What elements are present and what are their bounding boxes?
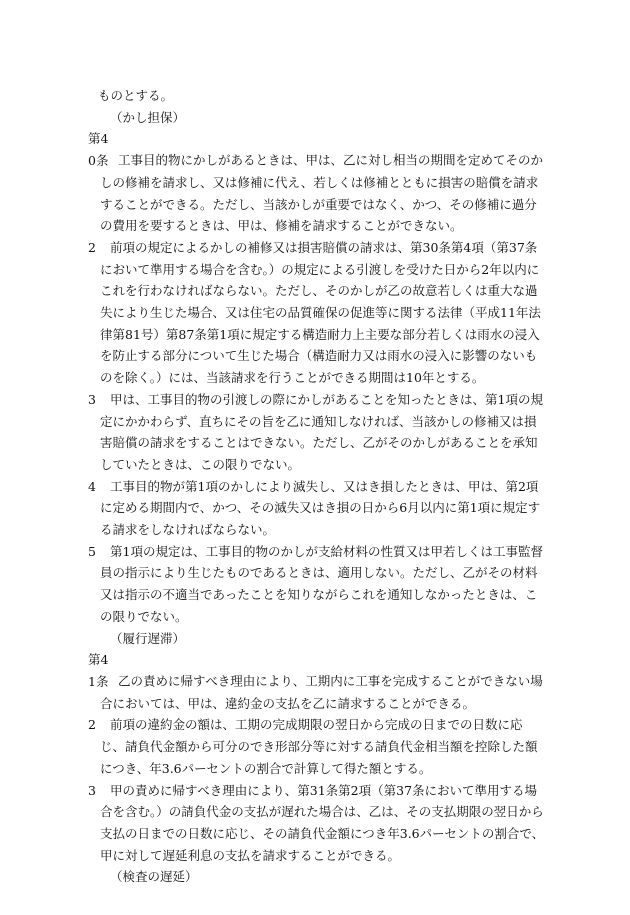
section-heading xyxy=(110,866,630,888)
article-text: 乙の責めに帰すべき理由により、工期内に工事を完成することができない場合においては、甲は、違約金の支払を乙に請求することができる。 xyxy=(100,673,543,711)
paragraph-text: 前項の規定によるかしの補修又は損害賠償の請求は、第30条第4項（第37条において準用する場合を含む。）の規定による引渡しを受けた日から2年以内にこれを行わなければならない。ただし、そのかしが乙の故意若しくは重大な過失により生じた場合、又は住宅の品質確保の促進等に関する法律（平成11年法律第81号）第87条第1項に規定する構造耐力上主要な部分若しくは雨水の浸入を防止する部分について生じた場合（構造耐力又は雨水の浸入に影響のないものを除く。）には、当該請求を行うことができる期間は10年とする。 xyxy=(100,239,541,386)
paragraph xyxy=(88,237,546,389)
section-heading xyxy=(110,628,630,650)
paragraph xyxy=(88,714,546,779)
paragraph xyxy=(88,389,546,476)
paragraph-text: 甲の責めに帰すべき理由により、第31条第2項（第37条において準用する場合を含む。）の請負代金の支払が遅れた場合は、乙は、その支払期限の翌日から支払の日までの日数に応じ、その請負代金額につき年3.6パーセントの割合で、甲に対して遅延利息の支払を請求することができる。 xyxy=(100,782,545,863)
article-40 xyxy=(88,128,546,237)
heading-text: （かし担保） xyxy=(110,109,186,125)
paragraph-text: 工事目的物が第1項のかしにより滅失し、又はき損したときは、甲は、第2項に定める期間内で、かつ、その滅失又はき損の日から6月以内に第1項に規定する請求をしなければならない。 xyxy=(100,478,541,538)
paragraph-number: 5 xyxy=(88,543,96,559)
paragraph xyxy=(88,541,546,628)
section-heading xyxy=(110,107,630,129)
heading-text: （検査の遅延） xyxy=(110,869,198,885)
article-number: 第40条 xyxy=(88,131,109,169)
text: ものとする。 xyxy=(98,88,174,103)
heading-text: （履行遅滞） xyxy=(110,630,186,646)
article-text: 工事目的物にかしがあるときは、甲は、乙に対し相当の期間を定めてそのかしの修補を請求し、又は修補に代え、若しくは修補とともに損害の賠償を請求することができる。ただし、当該かしが重要ではなく、かつ、その修補に過分の費用を要するときは、甲は、修補を請求することができない。 xyxy=(100,153,544,234)
paragraph-number: 4 xyxy=(88,478,96,494)
paragraph-number: 2 xyxy=(88,239,96,255)
paragraph xyxy=(88,476,546,541)
paragraph-number: 3 xyxy=(88,391,96,407)
article-number: 第41条 xyxy=(88,652,109,689)
article-41 xyxy=(88,649,546,714)
paragraph-number: 2 xyxy=(88,717,96,733)
paragraph-text: 前項の違約金の額は、工期の完成期限の翌日から完成の日までの日数に応じ、請負代金額から可分のでき形部分等に対する請負代金相当額を控除した額につき、年3.6パーセントの割合で計算して得た額とする。 xyxy=(100,717,538,776)
paragraph-text: 第1項の規定は、工事目的物のかしが支給材料の性質又は甲若しくは工事監督員の指示により生じたものであるときは、適用しない。ただし、乙がその材料又は指示の不適当であったことを知りながらこれを通知しなかったときは、この限りでない。 xyxy=(100,543,543,624)
paragraph xyxy=(88,780,546,867)
continuation-text xyxy=(98,85,554,107)
paragraph-text: 甲は、工事目的物の引渡しの際にかしがあることを知ったときは、第1項の規定にかかわらず、直ちにその旨を乙に通知しなければ、当該かしの修補又は損害賠償の請求をすることはできない。ただし、乙がそのかしがあることを承知していたときは、この限りでない。 xyxy=(100,391,543,472)
paragraph-number: 3 xyxy=(88,782,96,798)
